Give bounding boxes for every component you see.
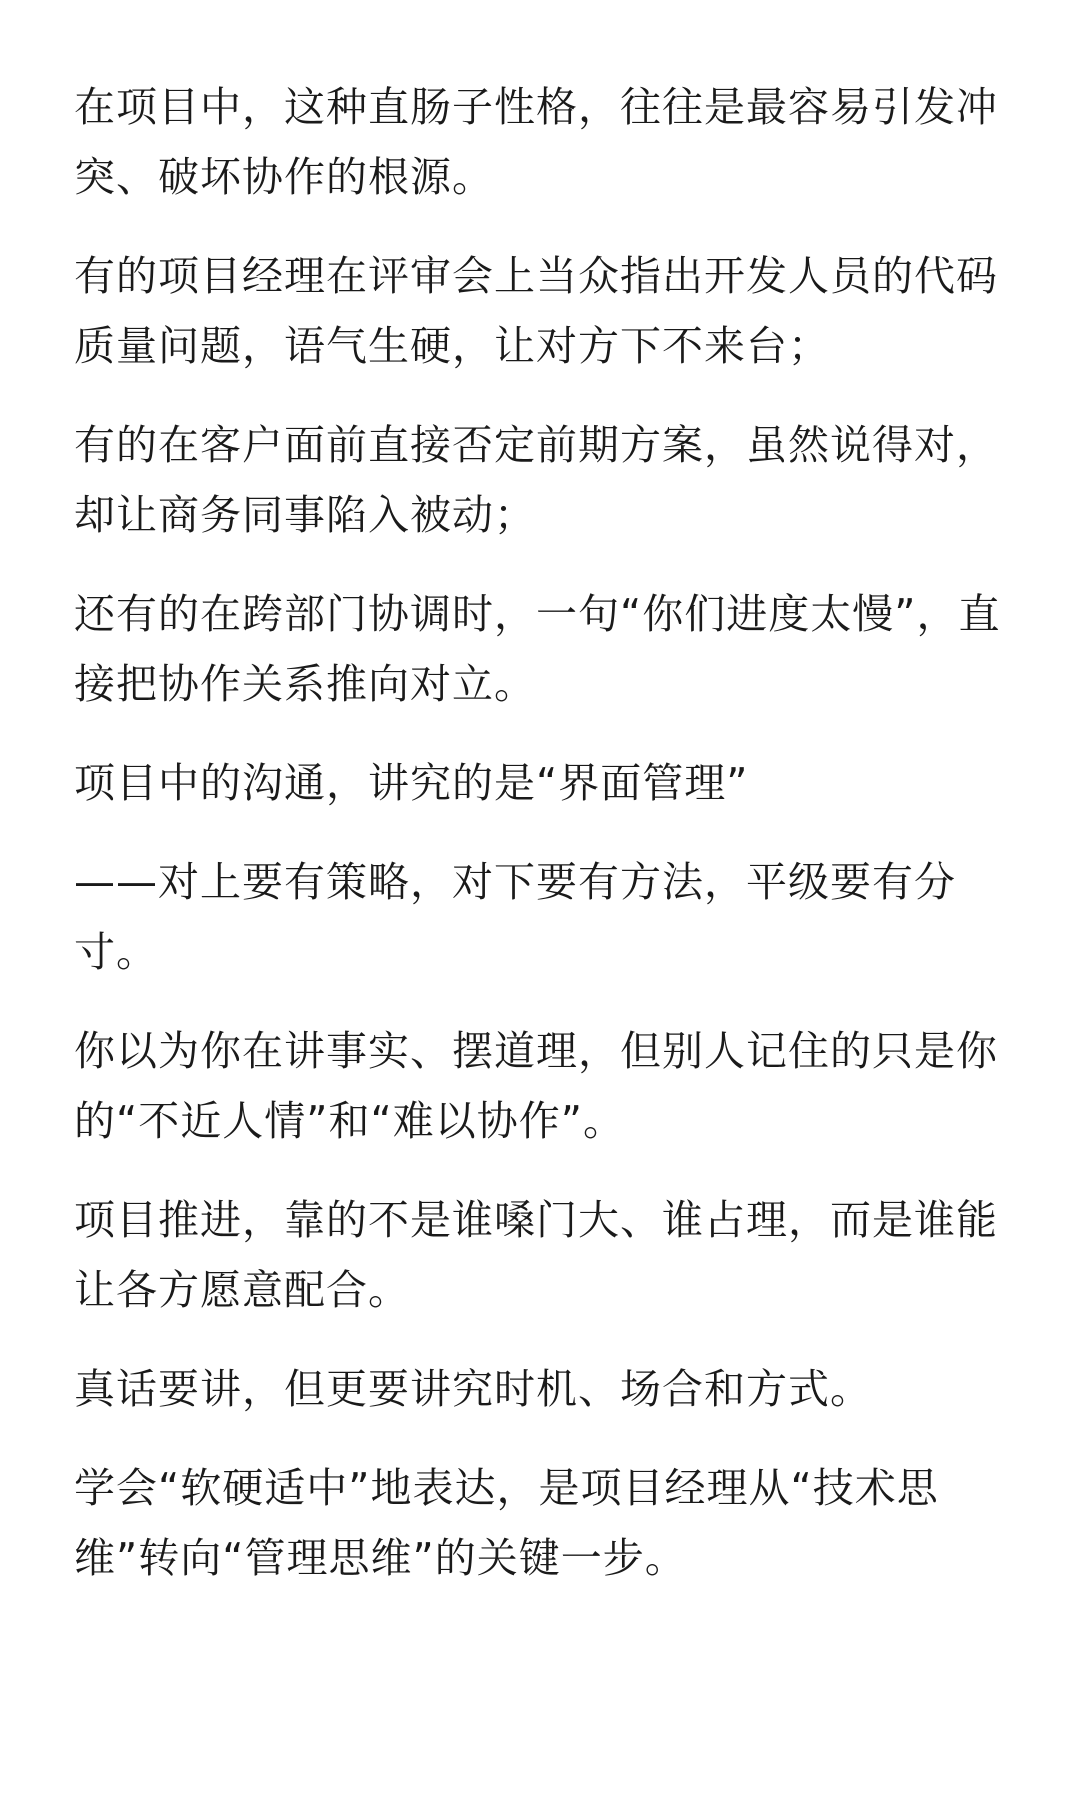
paragraph-8: 项目推进，靠的不是谁嗓门大、谁占理，而是谁能让各方愿意配合。 <box>74 1196 998 1314</box>
paragraph-7: 你以为你在讲事实、摆道理，但别人记住的只是你的“不近人情”和“难以协作”。 <box>74 1027 998 1145</box>
paragraph-6: ——对上要有策略，对下要有方法，平级要有分寸。 <box>74 858 956 976</box>
article-body <box>74 72 1014 1622</box>
paragraph-5: 项目中的沟通，讲究的是“界面管理” <box>74 759 749 807</box>
paragraph-10: 学会“软硬适中”地表达，是项目经理从“技术思维”转向“管理思维”的关键一步。 <box>74 1464 939 1582</box>
paragraph-4: 还有的在跨部门协调时，一句“你们进度太慢”，直接把协作关系推向对立。 <box>74 590 1001 708</box>
paragraph-3: 有的在客户面前直接否定前期方案，虽然说得对，却让商务同事陷入被动； <box>74 421 998 539</box>
paragraph-1: 在项目中，这种直肠子性格，往往是最容易引发冲突、破坏协作的根源。 <box>74 83 998 201</box>
paragraph-2: 有的项目经理在评审会上当众指出开发人员的代码质量问题，语气生硬，让对方下不来台； <box>74 252 998 370</box>
paragraph-9: 真话要讲，但更要讲究时机、场合和方式。 <box>74 1365 872 1413</box>
